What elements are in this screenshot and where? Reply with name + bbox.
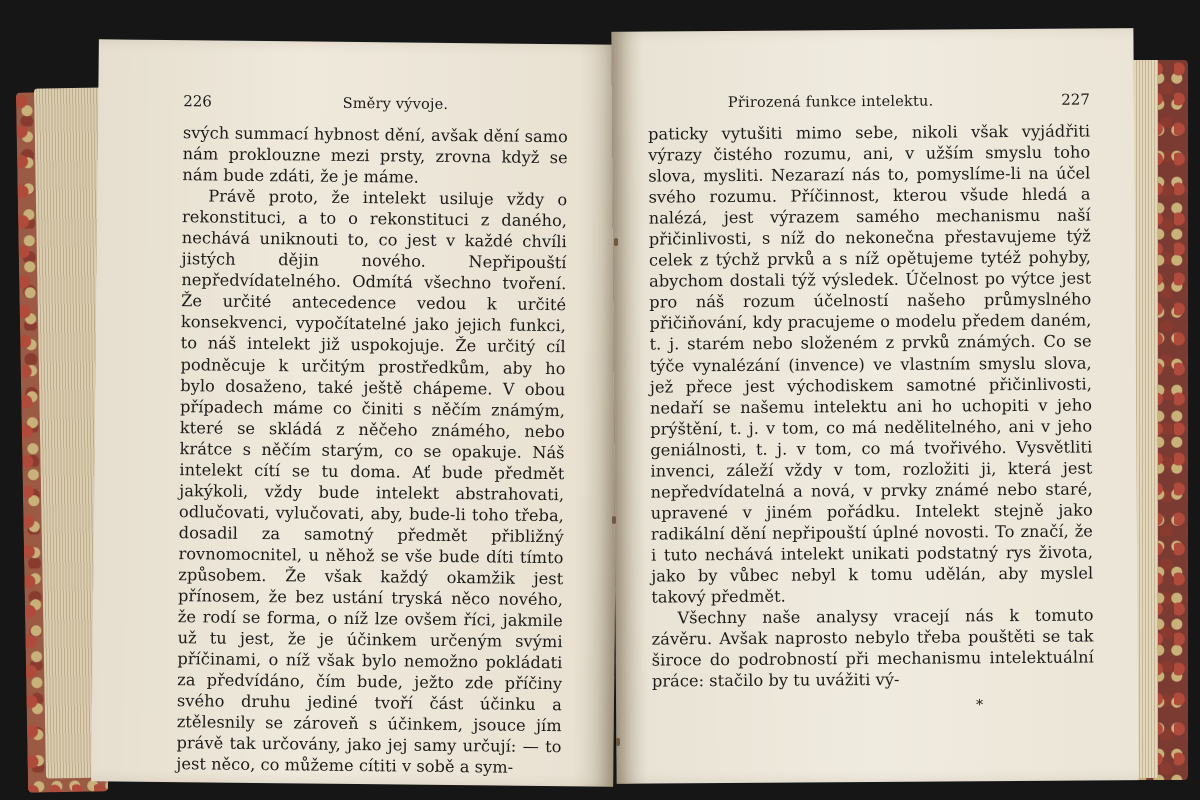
right-page-header (648, 90, 1090, 113)
paragraph: svých summací hybnost dění, avšak dění samo nám proklouzne mezi prsty, zrovna když se nám bude zdáti, že je máme. (182, 123, 569, 187)
paragraph: paticky vytušiti mimo sebe, nikoli však vyjádřiti výrazy čistého rozumu, ani, v užším smyslu toho slova, mysliti. Nezarazí nás to, pomyslíme-li na účel svého rozumu. Příčinnost, kterou všude hledá a nalézá, jest výrazem samého mechanismu naší přičinlivosti, s níž do nekonečna přestavujeme týž celek z týchž prvků a s níž opětujeme tytéž pohyby, abychom dostali týž výsledek. Účelnost po výtce jest pro náš rozum účelností našeho průmyslného přičiňování, kdy pracujeme o modelu předem daném, t. j. starém nebo složeném z prvků známých. Co se týče vynalézání (invence) ve vlastním smyslu slova, jež přece jest východiskem samotné přičinlivosti, nedaří se našemu intelektu ani ho uchopiti v jeho prýštění, t. j. v tom, co má nedělitelného, ani v jeho geniálnosti, t. j. v tom, co má tvořivého. Vysvětliti invenci, záleží vždy v tom, rozložiti ji, která jest nepředvídatelná a nová, v prvky známé nebo staré, upravené v jiném pořádku. Intelekt stejně jako radikální dění nepřipouští úplné novosti. To značí, že i tuto nechává intelekt unikati podstatný rys života, jako by vůbec nebyl k tomu udělán, aby myslel takový předmět. (648, 121, 1094, 607)
running-head: Přirozená funkce intelektu. (727, 93, 934, 112)
signature-mark: * (976, 697, 984, 714)
left-page-header (183, 92, 568, 116)
binding-stitch (616, 738, 620, 746)
left-page (91, 39, 621, 786)
right-page-body (648, 120, 1094, 691)
binding-stitch (612, 516, 616, 524)
paragraph: Právě proto, že intelekt usiluje vždy o rekonstituci, a to o rekonstituci z daného, nechává uniknouti to, co jest v každé chvíli jistých dějin nového. Nepřipouští nepředvídatelného. Odmítá všechno tvoření. Že určité antecedence vedou k určité konsekvenci, vypočítatelné jako jejich funkci, to náš intelekt již uspokojuje. Že určitý cíl podněcuje k určitým prostředkům, aby ho bylo dosaženo, také ještě chápeme. V obou případech máme co činiti s něčím známým, které se skládá z něčeho známého, nebo krátce s něčím starým, co se opakuje. Náš intelekt cítí se tu doma. Ať bude předmět jakýkoli, vždy bude intelekt abstrahovati, odlučovati, vylučovati, aby, bude-li toho třeba, dosadil za samotný předmět přibližný rovnomocnitel, u něhož se vše bude díti tímto způsobem. Že však každý okamžik jest přínosem, že bez ustání tryská něco nového, že rodí se forma, o níž lze ovšem říci, jakmile už tu jest, že je účinkem určeným svými příčinami, o níž však bylo nemožno pokládati za předvídáno, čím bude, ježto zde příčiny svého druhu jediné tvoří část účinku a ztělesnily se zároveň s účinkem, jsouce jím právě tak určovány, jako jej samy určují: — to jest něco, co můžeme cítiti v sobě a sym- (176, 186, 568, 778)
page-number: 226 (183, 92, 212, 111)
right-page (611, 28, 1138, 784)
page-number: 227 (1061, 90, 1090, 109)
left-page-body (176, 122, 568, 778)
running-head: Směry vývoje. (342, 95, 449, 113)
binding-stitch (614, 238, 618, 246)
paragraph: Všechny naše analysy vracejí nás k tomuto závěru. Avšak naprosto nebylo třeba pouštěti se tak široce do podrobností při mechanismu intelektuální práce: stačilo by tu uvážiti vý- (651, 605, 1094, 691)
